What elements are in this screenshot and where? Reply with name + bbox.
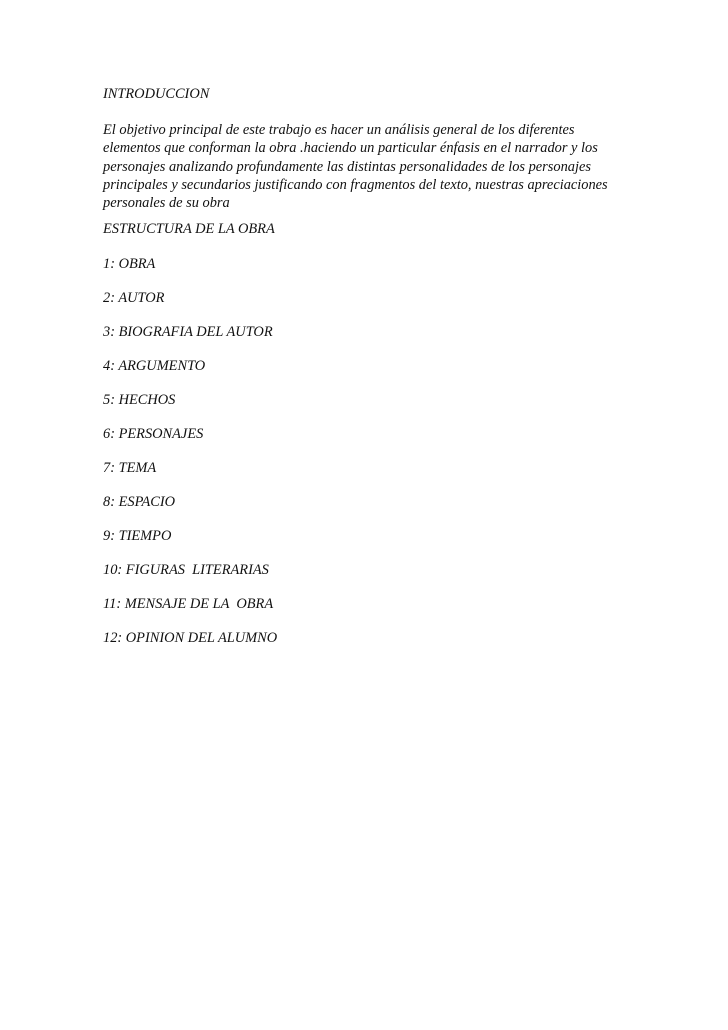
structure-heading: ESTRUCTURA DE LA OBRA [103,221,275,237]
structure-item: 3: BIOGRAFIA DEL AUTOR [103,324,273,340]
structure-item: 12: OPINION DEL ALUMNO [103,630,278,646]
structure-item: 2: AUTOR [103,290,165,306]
structure-item: 6: PERSONAJES [103,426,204,442]
structure-item: 5: HECHOS [103,392,176,408]
structure-item: 11: MENSAJE DE LA OBRA [103,596,274,612]
structure-item: 9: TIEMPO [103,528,172,544]
structure-item: 8: ESPACIO [103,494,176,510]
structure-item: 1: OBRA [103,256,156,272]
structure-list [103,255,277,663]
structure-item: 10: FIGURAS LITERARIAS [103,562,269,578]
structure-item: 4: ARGUMENTO [103,358,206,374]
introduction-paragraph: El objetivo principal de este trabajo es hacer un análisis general de los diferentes elementos que conforman la obra .haciendo un particular énfasis en el narrador y los personajes analizando profundamente las distintas personalidades de los personajes principales y secundarios justificando con fragmentos del texto, nuestras apreciaciones personales de su obra [103,122,608,212]
introduction-heading: INTRODUCCION [103,86,210,102]
structure-item: 7: TEMA [103,460,157,476]
